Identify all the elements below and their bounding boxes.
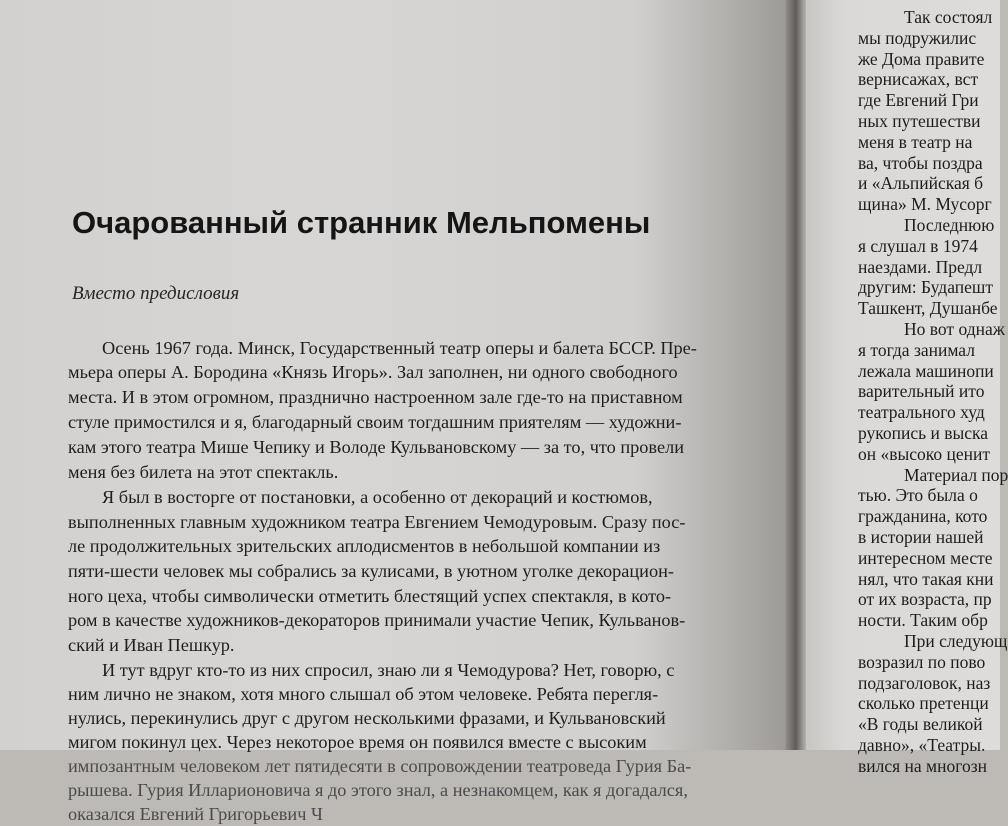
right-text-line: ных путешестви	[858, 111, 981, 131]
text-line: ного цеха, чтобы символически отметить блестящий успех спектакля, в кото-	[68, 586, 672, 606]
chapter-subtitle: Вместо предисловия	[72, 283, 240, 304]
right-text-line: варительный ито	[858, 381, 985, 402]
right-text-line: возразил по пово	[858, 651, 986, 672]
text-line: мьера оперы А. Бородина «Князь Игорь». Зал заполнен, ни одного свободного	[68, 362, 678, 382]
text-line: места. И в этом огромном, празднично настроенном зале где-то на приставном	[68, 387, 683, 407]
text-line: меня без билета на этот спектакль.	[68, 462, 339, 482]
text-line: ский и Иван Пешкур.	[68, 635, 235, 655]
right-text-line: я тогда занимал	[858, 339, 975, 360]
right-text-line: «В годы великой	[858, 714, 983, 735]
right-text-line: интересном месте	[858, 547, 993, 568]
chapter-title: Очарованный странник Мельпомены	[72, 205, 651, 240]
right-text-line: Последнюю	[904, 215, 995, 235]
right-text-line: ва, чтобы поздра	[858, 152, 983, 173]
right-text-line: лежала машинопи	[858, 360, 994, 381]
right-text-line: ности. Таким обр	[858, 610, 988, 631]
right-text-line: от их возраста, пр	[858, 589, 992, 610]
right-text-line: мы подружилис	[858, 27, 977, 48]
right-text-line: сколько претенци	[858, 693, 989, 714]
text-line: кам этого театра Мише Чепику и Володе Кульвановскому — за то, что провели	[68, 437, 684, 457]
right-text-line: я слушал в 1974	[858, 235, 978, 256]
right-text-line: Но вот однаж	[904, 319, 1005, 339]
text-line: нулись, перекинулись друг с другом несколькими фразами, и Кульвановский	[68, 708, 666, 728]
right-page	[806, 0, 1008, 776]
text-line: И тут вдруг кто-то из них спросил, знаю ли я Чемодурова? Нет, говорю, с	[102, 660, 675, 680]
right-text-line: рукопись и выска	[858, 423, 989, 443]
book-gutter	[786, 0, 808, 750]
text-line: Я был в восторге от постановки, а особенно от декораций и костюмов,	[102, 487, 653, 507]
right-text-line: другим: Будапешт	[858, 277, 993, 298]
right-text-line: нял, что такая кни	[858, 568, 994, 589]
text-line: стуле примостился и я, благодарный своим тогдашним приятелям — художни-	[68, 412, 682, 432]
text-line: пяти-шести человек мы собрались за кулисами, в уютном уголке декорацион-	[68, 561, 674, 581]
text-line: оказался Евгений Григорьевич Ч	[68, 804, 323, 824]
right-text-line: Ташкент, Душанбе	[858, 298, 998, 319]
right-text-line: он «высоко ценит	[858, 443, 991, 464]
text-line: ле продолжительных зрительских аплодисментов в небольшой компании из	[68, 536, 661, 556]
right-text-line: подзаголовок, наз	[858, 672, 991, 693]
right-text-line: При следующ	[904, 631, 1008, 651]
right-text-line: гражданина, кото	[858, 506, 988, 527]
right-text-line: где Евгений Гри	[858, 90, 979, 111]
right-text-line: щина» М. Мусорг	[858, 194, 992, 215]
right-text-line: в истории нашей	[858, 527, 984, 547]
right-text-line: меня в театр на	[858, 131, 973, 152]
text-line: выполненных главным художником театра Евгением Чемодуровым. Сразу пос-	[68, 512, 686, 532]
bleed-through-text	[190, 100, 196, 126]
right-text-line: вился на многозн	[858, 755, 988, 776]
text-line: ним лично не знаком, хотя много слышал об этом человеке. Ребята перегля-	[68, 684, 659, 704]
text-line: Осень 1967 года. Минск, Государственный театр оперы и балета БССР. Пре-	[102, 338, 697, 358]
right-text-line: наездами. Предл	[858, 256, 983, 277]
right-text-line: театрального худ	[858, 402, 985, 423]
text-line: мигом покинул цех. Через некоторое время он появился вместе с высоким	[68, 732, 647, 752]
right-text-line: и «Альпийская б	[858, 173, 984, 194]
text-line: ром в качестве художников-декораторов принимали участие Чепик, Кульванов-	[68, 610, 686, 630]
right-text-line: же Дома правите	[858, 48, 985, 69]
right-text-line: тью. Это была о	[858, 485, 978, 506]
right-text-line: вернисажах, вст	[858, 69, 979, 90]
right-text-line: Так состоял	[904, 7, 993, 27]
right-text-line: Материал пор	[904, 464, 1008, 485]
text-line: рышева. Гурия Илларионовича я до этого знал, а незнакомцем, как я догадался,	[68, 780, 688, 800]
right-text-line: давно», «Театры.	[858, 735, 986, 755]
text-line: импозантным человеком лет пятидесяти в сопровождении театроведа Гурия Ба-	[68, 756, 692, 776]
